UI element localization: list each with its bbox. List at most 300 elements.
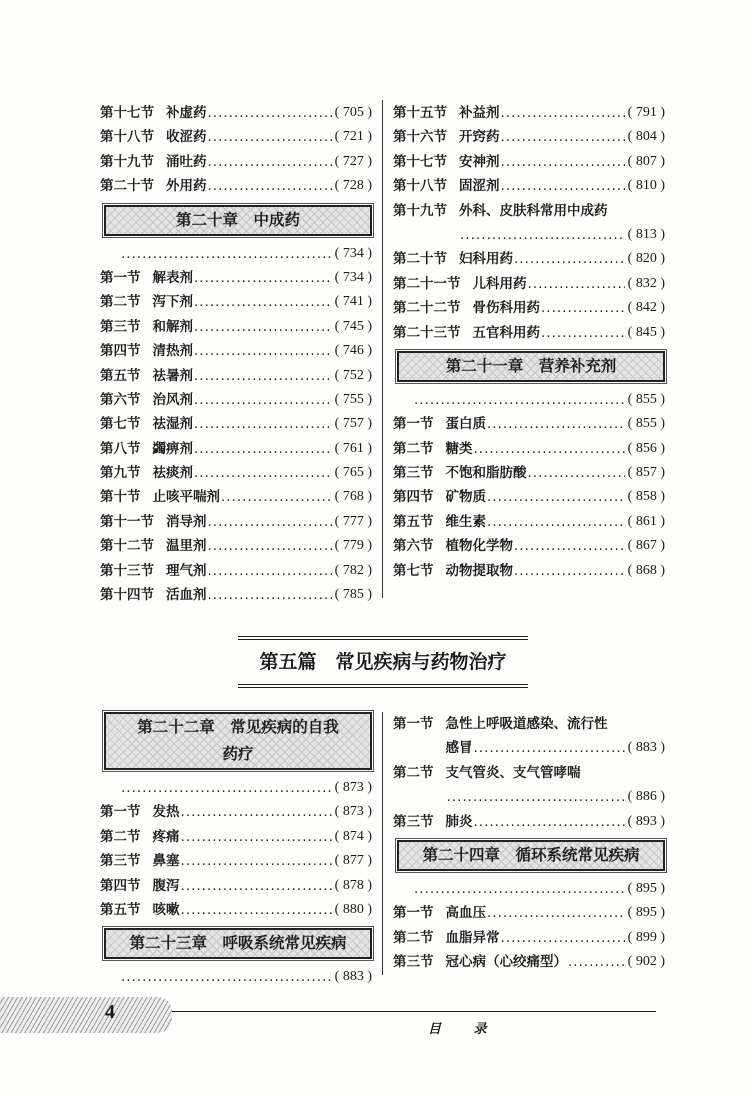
section-title: 疼痛: [152, 828, 180, 845]
dot-leader: [194, 290, 332, 314]
dot-leader: [208, 510, 332, 534]
dot-leader: [528, 272, 625, 296]
toc-column-top-right: [393, 101, 665, 583]
section-title: 补益剂: [459, 105, 500, 121]
section-title: 矿物质: [445, 489, 486, 506]
dot-leader: [181, 825, 332, 849]
section-label: 第三节: [100, 318, 141, 335]
page-ref: ( 728 ): [334, 178, 372, 194]
page-number-text: 810: [635, 178, 657, 194]
page-ref: ( 746 ): [334, 343, 372, 359]
dot-leader: [514, 247, 625, 271]
page-number-text: 728: [342, 178, 364, 194]
toc-entry[interactable]: [100, 101, 372, 125]
section-title: 冠心病（心绞痛型）: [445, 954, 567, 971]
toc-column-bottom-right: [393, 712, 665, 975]
chapter-heading[interactable]: [104, 712, 372, 770]
section-title: 支气管炎、支气管哮喘: [445, 764, 581, 781]
page-ref: ( 877 ): [334, 853, 372, 869]
page-ref: ( 807 ): [627, 153, 665, 169]
toc-entry[interactable]: [393, 272, 665, 296]
toc-page-line[interactable]: [100, 965, 372, 989]
dot-leader: [474, 437, 625, 461]
section-title: 消导剂: [166, 513, 207, 530]
page-number-text: 785: [342, 587, 364, 603]
page-number-text: 845: [635, 324, 657, 340]
dot-leader: [121, 242, 332, 266]
section-label: 第一节: [100, 269, 141, 286]
page-ref: ( 777 ): [334, 513, 372, 529]
page-number-text: 752: [342, 367, 364, 383]
dot-leader: [181, 800, 332, 824]
page-number-text: 761: [342, 440, 364, 456]
page-ref: ( 845 ): [627, 324, 665, 340]
dot-leader: [181, 874, 332, 898]
toc-entry[interactable]: [393, 199, 665, 223]
page-number-text: 886: [635, 789, 657, 805]
section-title: 外科、皮肤科常用中成药: [459, 202, 608, 219]
section-label: 第二十节: [393, 251, 447, 268]
dot-leader: [194, 461, 332, 485]
section-title: 治风剂: [152, 391, 193, 408]
page-number-text: 893: [635, 813, 657, 829]
toc-page-line[interactable]: [393, 877, 665, 901]
page-ref: ( 880 ): [334, 901, 372, 917]
toc-entry[interactable]: [100, 388, 372, 412]
section-title: 血脂异常: [445, 929, 500, 946]
dot-leader: [194, 412, 332, 436]
chapter-heading[interactable]: [397, 351, 665, 382]
section-title: 发热: [152, 804, 180, 821]
section-label: 第二节: [100, 294, 141, 311]
dot-leader: [501, 174, 625, 198]
toc-page-line[interactable]: [393, 388, 665, 412]
section-title: 祛湿剂: [152, 416, 193, 433]
toc-entry[interactable]: [100, 849, 372, 873]
dot-leader: [487, 412, 625, 436]
dot-leader: [208, 174, 332, 198]
dot-leader: [194, 364, 332, 388]
toc-entry[interactable]: [100, 315, 372, 339]
section-label: 第六节: [393, 538, 434, 555]
page-ref: ( 761 ): [334, 440, 372, 456]
page-ref: ( 768 ): [334, 489, 372, 505]
section-title: 止咳平喘剂: [152, 489, 220, 506]
toc-entry[interactable]: [100, 266, 372, 290]
section-title: 祛暑剂: [152, 367, 193, 384]
toc-entry[interactable]: [100, 898, 372, 922]
toc-column-bottom-left: [100, 706, 372, 990]
page-number-text: 820: [635, 251, 657, 267]
part-title: 第五篇 常见疾病与药物治疗: [238, 636, 528, 688]
page-number-text: 791: [635, 105, 657, 120]
section-title: 温里剂: [166, 538, 207, 555]
section-label: 第十六节: [393, 129, 447, 146]
page-ref: ( 861 ): [627, 513, 665, 529]
dot-leader: [208, 534, 332, 558]
dot-leader: [414, 877, 625, 901]
dot-leader: [194, 437, 332, 461]
page-number-text: 874: [342, 828, 364, 844]
section-label: 第三节: [393, 813, 434, 830]
section-title: 五官科用药: [472, 324, 540, 341]
page-number-text: 895: [635, 880, 657, 896]
page-number-text: 855: [635, 391, 657, 407]
section-label: 第十八节: [100, 129, 154, 146]
dot-leader: [474, 810, 625, 834]
page-ref: ( 856 ): [627, 440, 665, 456]
section-title: 维生素: [445, 513, 486, 530]
section-title: 鼻塞: [152, 853, 180, 870]
toc-entry[interactable]: [393, 247, 665, 271]
page-ref: ( 902 ): [627, 954, 665, 970]
section-label: 第四节: [100, 877, 141, 894]
section-label: 第十九节: [100, 153, 154, 170]
page-number-text: 768: [342, 489, 364, 505]
dot-leader: [501, 101, 625, 125]
chapter-heading[interactable]: [397, 840, 665, 871]
toc-entry[interactable]: [100, 583, 372, 607]
page-number-text: 861: [635, 513, 657, 529]
toc-entry[interactable]: [393, 901, 665, 925]
section-label: 第十三节: [100, 562, 154, 579]
page-ref: ( 813 ): [627, 226, 665, 242]
page-ref: ( 727 ): [334, 153, 372, 169]
section-title: 蛋白质: [445, 416, 486, 433]
chapter-title-line: 第二十三章 呼吸系统常见疾病: [129, 934, 347, 953]
page-number-text: 842: [635, 300, 657, 316]
toc-entry[interactable]: [393, 461, 665, 485]
dot-leader: [541, 296, 625, 320]
footer-rule: [172, 1011, 656, 1012]
toc-entry-continuation[interactable]: [393, 736, 665, 760]
dot-leader: [514, 559, 625, 583]
section-title: 腹泻: [152, 877, 180, 894]
section-title: 肺炎: [445, 813, 473, 830]
section-label: 第十七节: [393, 153, 447, 170]
page-number-text: 883: [635, 740, 657, 756]
section-label: 第十九节: [393, 202, 447, 219]
section-label: 第十八节: [393, 178, 447, 195]
section-title: 急性上呼吸道感染、流行性: [445, 716, 608, 732]
toc-entry[interactable]: [100, 461, 372, 485]
dot-leader: [181, 849, 332, 873]
section-title: 祛痰剂: [152, 465, 193, 482]
page-ref: ( 765 ): [334, 465, 372, 481]
section-title: 涌吐药: [166, 153, 207, 170]
dot-leader: [208, 150, 332, 174]
section-label: 第四节: [393, 489, 434, 506]
toc-entry[interactable]: [100, 437, 372, 461]
section-label: 第十二节: [100, 538, 154, 555]
toc-entry[interactable]: [393, 125, 665, 149]
page-number-text: 757: [342, 416, 364, 432]
page-number-text: 755: [342, 391, 364, 407]
toc-entry-continuation[interactable]: [393, 785, 665, 809]
dot-leader: [501, 926, 625, 950]
page-ref: ( 745 ): [334, 318, 372, 334]
toc-entry[interactable]: [393, 101, 665, 125]
page-ref: ( 734 ): [334, 269, 372, 285]
section-label: 第二节: [100, 828, 141, 845]
page-number-text: 782: [342, 562, 364, 578]
page-number-text: 867: [635, 538, 657, 554]
footer-section-title: 目 录: [428, 1022, 501, 1037]
column-divider: [382, 100, 383, 598]
page-ref: ( 757 ): [334, 416, 372, 432]
dot-leader: [487, 901, 625, 925]
section-label: 第十节: [100, 489, 141, 506]
toc-entry[interactable]: [100, 534, 372, 558]
page-number-text: 721: [342, 129, 364, 145]
section-title: 糖类: [445, 440, 473, 457]
page-number: 4: [105, 1001, 115, 1023]
page-ref: ( 832 ): [627, 275, 665, 291]
section-title: 植物化学物: [445, 538, 513, 555]
section-title: 补虚药: [166, 105, 207, 121]
section-title: 固涩剂: [459, 178, 500, 195]
toc-entry[interactable]: [100, 874, 372, 898]
section-title: 外用药: [166, 178, 207, 195]
section-label: 第一节: [393, 716, 434, 732]
page-ref: ( 752 ): [334, 367, 372, 383]
page-ref: ( 886 ): [627, 789, 665, 805]
section-label: 第十四节: [100, 587, 154, 604]
page-number-text: 857: [635, 465, 657, 481]
page-number-text: 878: [342, 877, 364, 893]
page-number-text: 832: [635, 275, 657, 291]
column-divider: [382, 712, 383, 975]
chapter-heading[interactable]: [104, 205, 372, 236]
section-label: 第二十一节: [393, 275, 461, 292]
dot-leader: [208, 559, 332, 583]
toc-entry[interactable]: [100, 339, 372, 363]
toc-entry[interactable]: [100, 364, 372, 388]
dot-leader: [121, 776, 332, 800]
page-ref: ( 791 ): [627, 105, 665, 120]
dot-leader: [528, 461, 625, 485]
section-label: 第五节: [393, 513, 434, 530]
page-ref: ( 804 ): [627, 129, 665, 145]
dot-leader: [208, 125, 332, 149]
chapter-title-line: 第二十四章 循环系统常见疾病: [422, 845, 640, 864]
section-label: 第三节: [100, 853, 141, 870]
page-ref: ( 895 ): [627, 905, 665, 921]
toc-entry[interactable]: [393, 559, 665, 583]
dot-leader: [514, 534, 625, 558]
section-title: 妇科用药: [459, 251, 513, 268]
section-label: 第二节: [393, 929, 434, 946]
dot-leader: [541, 321, 625, 345]
toc-entry[interactable]: [100, 125, 372, 149]
section-title: 蠲痹剂: [152, 440, 193, 457]
section-label: 第二节: [393, 764, 434, 781]
page-number-text: 902: [635, 954, 657, 970]
toc-entry[interactable]: [393, 950, 665, 974]
toc-entry[interactable]: [393, 437, 665, 461]
section-label: 第三节: [393, 954, 434, 971]
dot-leader: [487, 485, 625, 509]
section-label: 第二十二节: [393, 300, 461, 317]
page-number-text: 873: [342, 804, 364, 820]
section-title: 安神剂: [459, 153, 500, 170]
section-label: 第五节: [100, 901, 141, 918]
dot-leader: [487, 510, 625, 534]
page-ref: ( 867 ): [627, 538, 665, 554]
page-ref: ( 779 ): [334, 538, 372, 554]
section-title: 动物提取物: [445, 562, 513, 579]
section-title: 泻下剂: [152, 294, 193, 311]
page-ref: ( 721 ): [334, 129, 372, 145]
page-ref: ( 734 ): [334, 245, 372, 261]
page-ref: ( 874 ): [334, 828, 372, 844]
section-label: 第二十节: [100, 178, 154, 195]
section-title-continued: 感冒: [445, 740, 473, 757]
toc-entry[interactable]: [100, 800, 372, 824]
dot-leader: [208, 583, 332, 607]
dot-leader: [568, 950, 625, 974]
page-ref: ( 705 ): [334, 105, 372, 120]
page-ref: ( 878 ): [334, 877, 372, 893]
section-label: 第七节: [393, 562, 434, 579]
toc-entry[interactable]: [393, 150, 665, 174]
section-label: 第二节: [393, 440, 434, 457]
section-title: 高血压: [445, 905, 486, 922]
section-label: 第二十三节: [393, 324, 461, 341]
chapter-title-line: 第二十章 中成药: [175, 210, 300, 229]
dot-leader: [221, 485, 332, 509]
section-title: 清热剂: [152, 343, 193, 360]
section-title: 解表剂: [152, 269, 193, 286]
dot-leader: [414, 388, 625, 412]
page-ref: ( 893 ): [627, 813, 665, 829]
dot-leader: [194, 339, 332, 363]
section-label: 第一节: [100, 804, 141, 821]
toc-entry[interactable]: [100, 485, 372, 509]
dot-leader: [447, 785, 625, 809]
section-label: 第一节: [393, 905, 434, 922]
page-ref: ( 785 ): [334, 587, 372, 603]
toc-entry-continuation[interactable]: [393, 223, 665, 247]
page-ref: ( 883 ): [627, 740, 665, 756]
section-label: 第六节: [100, 391, 141, 408]
section-title: 开窍药: [459, 129, 500, 146]
page-number-text: 779: [342, 538, 364, 554]
chapter-title-line: 药疗: [222, 745, 254, 763]
toc-entry[interactable]: [393, 412, 665, 436]
toc-entry[interactable]: [393, 485, 665, 509]
toc-entry[interactable]: [393, 321, 665, 345]
dot-leader: [121, 965, 332, 989]
page-ref: ( 873 ): [334, 804, 372, 820]
toc-entry[interactable]: [393, 174, 665, 198]
page-number-text: 895: [635, 905, 657, 921]
page-ref: ( 857 ): [627, 465, 665, 481]
toc-entry[interactable]: [100, 290, 372, 314]
toc-entry[interactable]: [393, 712, 665, 736]
page-number-text: 855: [635, 416, 657, 432]
toc-entry[interactable]: [393, 510, 665, 534]
toc-entry[interactable]: [393, 296, 665, 320]
section-label: 第十七节: [100, 105, 154, 121]
page-ref: ( 873 ): [334, 780, 372, 795]
section-title: 咳嗽: [152, 901, 180, 918]
toc-page-line[interactable]: [100, 242, 372, 266]
toc-entry[interactable]: [393, 761, 665, 785]
toc-column-top-left: [100, 101, 372, 607]
toc-entry[interactable]: [393, 926, 665, 950]
dot-leader: [474, 736, 625, 760]
dot-leader: [501, 125, 625, 149]
page-ref: ( 883 ): [334, 969, 372, 985]
section-label: 第一节: [393, 416, 434, 433]
toc-entry[interactable]: [100, 559, 372, 583]
section-label: 第九节: [100, 465, 141, 482]
toc-entry[interactable]: [100, 174, 372, 198]
toc-entry[interactable]: [393, 810, 665, 834]
page-ref: ( 855 ): [627, 416, 665, 432]
chapter-title-line: 第二十一章 营养补充剂: [445, 356, 617, 375]
page-number-text: 734: [342, 269, 364, 285]
toc-entry[interactable]: [100, 510, 372, 534]
page-number-text: 899: [635, 929, 657, 945]
toc-entry[interactable]: [100, 825, 372, 849]
page-number-text: 741: [342, 294, 364, 310]
page-number-tab: [0, 997, 172, 1033]
section-title: 活血剂: [166, 587, 207, 604]
dot-leader: [181, 898, 332, 922]
page-number-text: 807: [635, 153, 657, 169]
page-number-text: 734: [342, 245, 364, 261]
section-label: 第四节: [100, 343, 141, 360]
section-title: 收涩药: [166, 129, 207, 146]
section-title: 骨伤科用药: [472, 300, 540, 317]
chapter-heading[interactable]: [104, 928, 372, 959]
page-number-text: 873: [342, 780, 364, 795]
page-ref: ( 820 ): [627, 251, 665, 267]
chapter-title-line: 第二十二章 常见疾病的自我: [137, 718, 339, 736]
page-number-text: 856: [635, 440, 657, 456]
section-title: 儿科用药: [472, 275, 527, 292]
section-title: 理气剂: [166, 562, 207, 579]
toc-entry[interactable]: [100, 412, 372, 436]
page-ref: ( 858 ): [627, 489, 665, 505]
section-label: 第七节: [100, 416, 141, 433]
dot-leader: [194, 388, 332, 412]
toc-page-line[interactable]: [100, 776, 372, 800]
dot-leader: [208, 101, 332, 125]
page-number-text: 705: [342, 105, 364, 120]
dot-leader: [501, 150, 625, 174]
page-number-text: 777: [342, 513, 364, 529]
page-ref: ( 855 ): [627, 391, 665, 407]
toc-entry[interactable]: [100, 150, 372, 174]
page-number-text: 877: [342, 853, 364, 869]
page-ref: ( 842 ): [627, 300, 665, 316]
page-number-text: 765: [342, 465, 364, 481]
toc-entry[interactable]: [393, 534, 665, 558]
page-number-text: 804: [635, 129, 657, 145]
page-ref: ( 755 ): [334, 391, 372, 407]
section-label: 第十一节: [100, 513, 154, 530]
page-ref: ( 741 ): [334, 294, 372, 310]
page-number-text: 746: [342, 343, 364, 359]
page-number-text: 883: [342, 969, 364, 985]
page-number-text: 868: [635, 562, 657, 578]
page-ref: ( 782 ): [334, 562, 372, 578]
dot-leader: [460, 223, 625, 247]
page-number-text: 745: [342, 318, 364, 334]
